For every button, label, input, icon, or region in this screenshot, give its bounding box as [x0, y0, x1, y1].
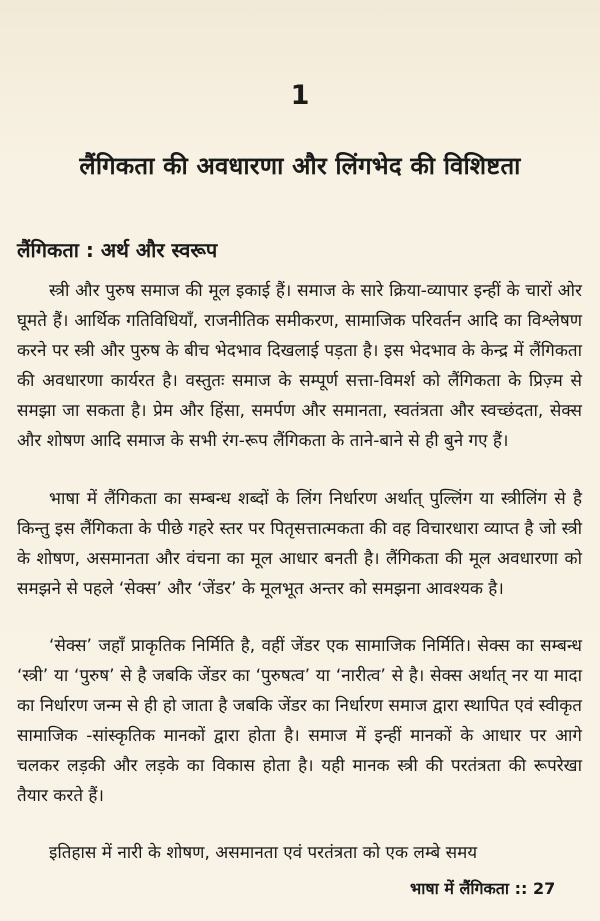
section-heading: लैंगिकता : अर्थ और स्वरूप	[17, 238, 218, 262]
chapter-number: 1	[290, 80, 310, 111]
chapter-title: लैंगिकता की अवधारणा और लिंगभेद की विशिष्टता	[79, 152, 521, 180]
body-paragraph: स्त्री और पुरुष समाज की मूल इकाई हैं। समाज के सारे क्रिया-व्यापार इन्हीं के चारों ओर घूमते हैं। आर्थिक गतिविधियाँ, राजनीतिक समीकरण, सामाजिक परिवर्तन आदि का विश्लेषण करने पर स्त्री और पुरुष के बीच भेदभाव दिखलाई पड़ता है। इस भेदभाव के केन्द्र में लैंगिकता की अवधारणा कार्यरत है। वस्तुतः समाज के सम्पूर्ण सत्ता-विमर्श को लैंगिकता के प्रिज़्म से समझा जा सकता है। प्रेम और हिंसा, समर्पण और समानता, स्वतंत्रता और स्वच्छंदता, सेक्स और शोषण आदि समाज के सभी रंग-रूप लैंगिकता के ताने-बाने से ही बुने गए हैं।	[17, 281, 582, 451]
body-paragraph: ‘सेक्स’ जहाँ प्राकृतिक निर्मिति है, वहीं जेंडर एक सामाजिक निर्मिति। सेक्स का सम्बन्ध ‘स्त्री’ या ‘पुरुष’ से है जबकि जेंडर का ‘पुरुषत्व’ या ‘नारीत्व’ से है। सेक्स अर्थात् नर या मादा का निर्धारण जन्म से ही हो जाता है जबकि जेंडर का निर्धारण समाज द्वारा स्थापित एवं स्वीकृत सामाजिक -सांस्कृतिक मानकों द्वारा होता है। समाज में इन्हीं मानकों के आधार पर आगे चलकर लड़की और लड़के का विकास होता है। यही मानक स्त्री की परतंत्रता की रूपरेखा तैयार करते हैं।	[17, 636, 582, 806]
body-paragraph: भाषा में लैंगिकता का सम्बन्ध शब्दों के लिंग निर्धारण अर्थात् पुल्लिंग या स्त्रीलिंग से है किन्तु इस लैंगिकता के पीछे गहरे स्तर पर पितृसत्तात्मकता की वह विचारधारा व्याप्त है जो स्त्री के शोषण, असमानता और वंचना का मूल आधार बनती है। लैंगिकता की मूल अवधारणा को समझने से पहले ‘सेक्स’ और ‘जेंडर’ के मूलभूत अन्तर को समझना आवश्यक है।	[17, 489, 582, 599]
page-footer: भाषा में लैंगिकता :: 27	[410, 879, 556, 898]
body-paragraph: इतिहास में नारी के शोषण, असमानता एवं परतंत्रता को एक लम्बे समय	[49, 843, 478, 863]
